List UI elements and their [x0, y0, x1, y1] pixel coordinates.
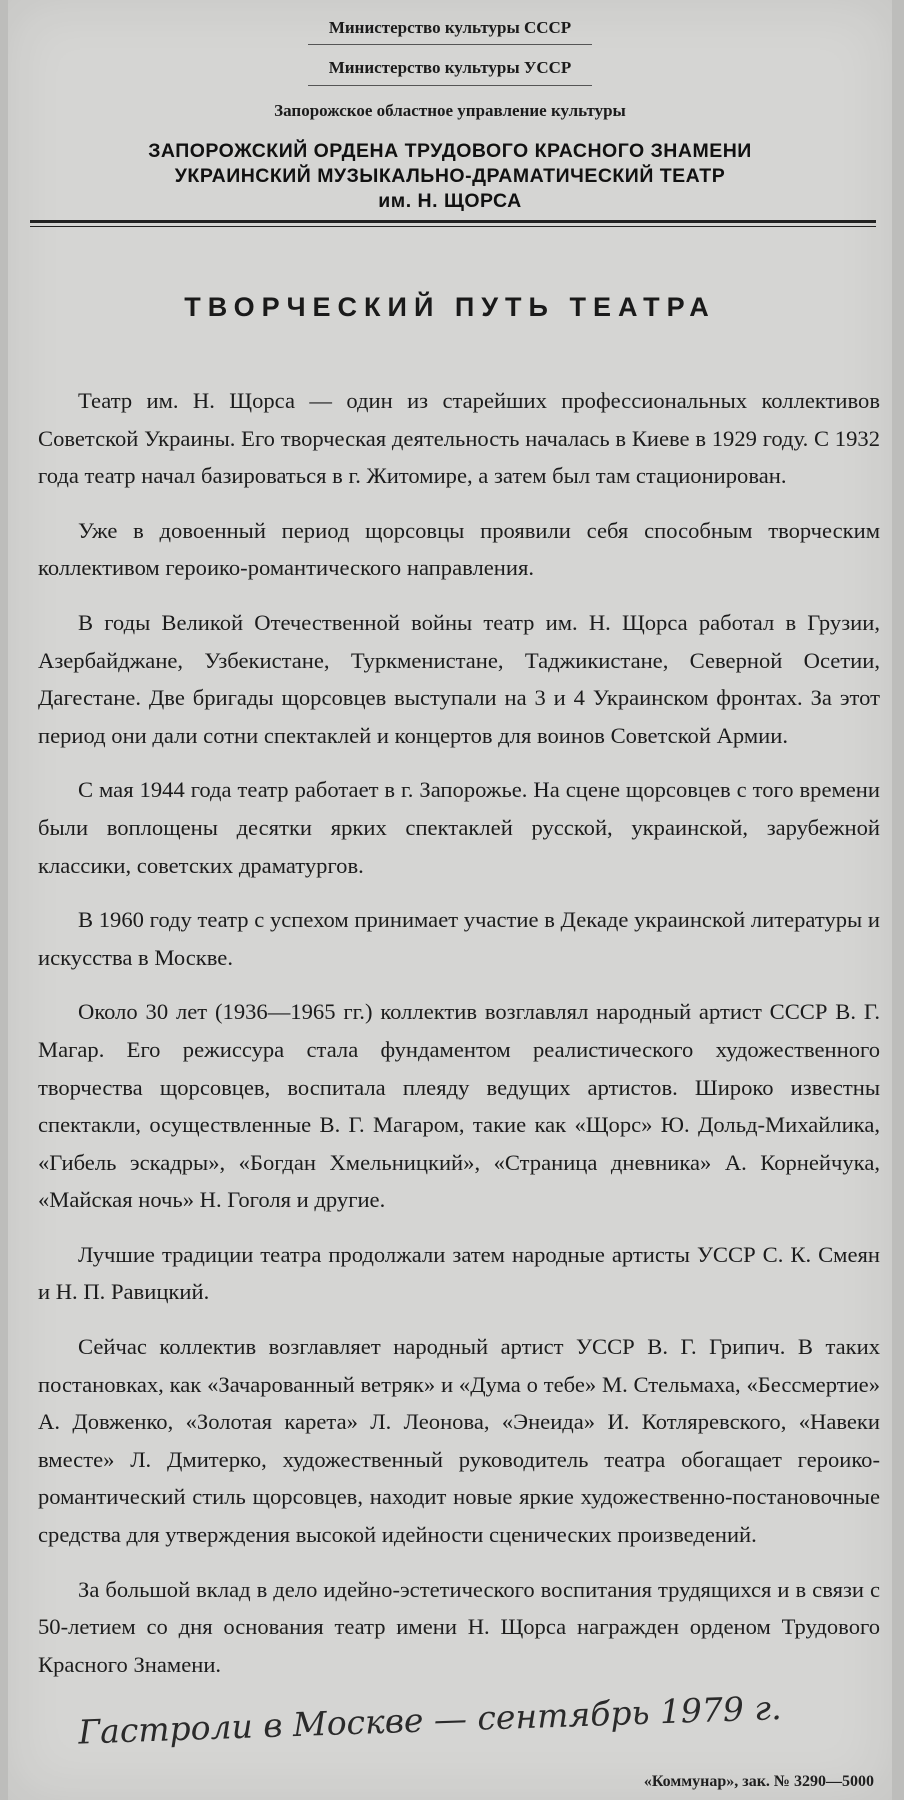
paragraph: Около 30 лет (1936—1965 гг.) коллектив возглавлял народный артист СССР В. Г. Магар. Его режиссура стала фундаментом реалистического художественного творчества щорсовцев, воспитала плеяду ведущих артистов. Широко известны спектакли, осуществленные В. Г. Магаром, такие как «Щорс» Ю. Дольд-Михайлика, «Гибель эскадры», «Богдан Хмельницкий», «Страница дневника» А. Корнейчука, «Майская ночь» Н. Гоголя и другие.: [38, 999, 880, 1213]
handwritten-note-text: Гастроли в Москве — сентябрь 1979 г.: [78, 1688, 783, 1752]
theatre-name-line1: ЗАПОРОЖСКИЙ ОРДЕНА ТРУДОВОГО КРАСНОГО ЗНАМЕНИ: [148, 140, 752, 162]
header-divider: [308, 85, 592, 86]
paragraph: В 1960 году театр с успехом принимает участие в Декаде украинской литературы и искусства в Москве.: [38, 907, 880, 970]
paragraph: Уже в довоенный период щорсовцы проявили себя способным творческим коллективом героико-романтического направления.: [38, 517, 880, 581]
page-title: ТВОРЧЕСКИЙ ПУТЬ ТЕАТРА: [184, 292, 716, 322]
paragraph: В годы Великой Отечественной войны театр им. Н. Щорса работал в Грузии, Азербайджане, Узбекистане, Туркменистане, Таджикистане, Северной Осетии, Дагестане. Две бригады щорсовцев выступали на 3 и 4 Украинском фронтах. За этот период они дали сотни спектаклей и концертов для воинов Советской Армии.: [38, 609, 880, 748]
theatre-name-line2: УКРАИНСКИЙ МУЗЫКАЛЬНО-ДРАМАТИЧЕСКИЙ ТЕАТР: [174, 165, 726, 187]
paragraph: Сейчас коллектив возглавляет народный артист УССР В. Г. Грипич. В таких постановках, как «Зачарованный ветряк» и «Дума о тебе» М. Стельмаха, «Бессмертие» А. Довженко, «Золотая карета» Л. Леонова, «Энеида» И. Котляревского, «Навеки вместе» Л. Дмитерко, художественный руководитель театра обогащает героико-романтический стиль щорсовцев, находит новые яркие художественно-постановочные средства для утверждения высокой идейности сценических произведений.: [38, 1334, 880, 1548]
header-divider: [308, 44, 592, 45]
printer-imprint: «Коммунар», зак. № 3290—5000: [643, 1773, 874, 1790]
ministry-ussr: Министерство культуры СССР: [328, 18, 572, 37]
paragraph: Лучшие традиции театра продолжали затем народные артисты УССР С. К. Смеян и Н. П. Равицкий.: [38, 1241, 880, 1305]
paragraph: Театр им. Н. Щорса — один из старейших профессиональных коллективов Советской Украины. Его творческая деятельность началась в Киеве в 1929 году. С 1932 года театр начал базироваться в г. Житомире, а затем был там стационирован.: [38, 388, 880, 489]
regional-department: Запорожское областное управление культуры: [274, 101, 626, 120]
article-body: [38, 382, 880, 1700]
header-double-rule: [30, 220, 876, 227]
document-page: [8, 0, 892, 1800]
handwritten-note: [78, 1682, 858, 1752]
paragraph: С мая 1944 года театр работает в г. Запорожье. На сцене щорсовцев с того времени были воплощены десятки ярких спектаклей русской, украинской, зарубежной классики, советских драматургов.: [38, 777, 880, 878]
paragraph: За большой вклад в дело идейно-эстетического воспитания трудящихся и в связи с 50-летием со дня основания театр имени Н. Щорса награжден орденом Трудового Красного Знамени.: [38, 1576, 880, 1677]
ministry-ussr-ukr: Министерство культуры УССР: [328, 58, 572, 77]
theatre-name-line3: им. Н. ЩОРСА: [378, 190, 522, 212]
